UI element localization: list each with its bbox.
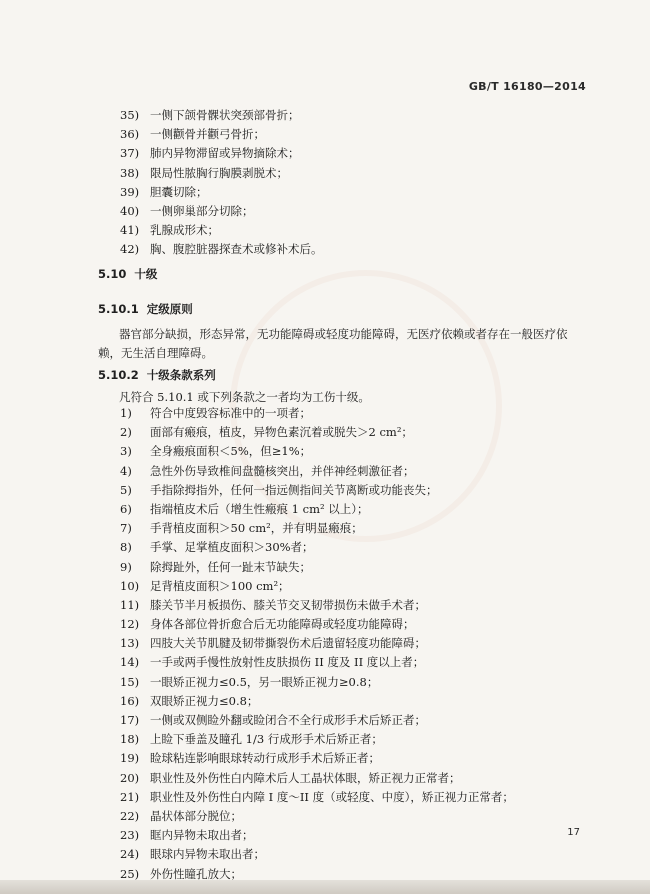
item-number: 10) xyxy=(120,578,140,593)
grading-principle-paragraph: 器官部分缺损，形态异常，无功能障碍或轻度功能障碍，无医疗依赖或者存在一般医疗依赖，无生活自理障碍。 xyxy=(98,327,568,360)
item-number: 38) xyxy=(120,165,140,180)
item-text: 肺内异物滞留或异物摘除术； xyxy=(150,146,300,161)
item-text: 职业性及外伤性白内障 I 度～II 度（或轻度、中度），矫正视力正常者； xyxy=(150,789,514,804)
list-item xyxy=(120,164,323,183)
item-text: 手背植皮面积＞50 cm²，并有明显瘢痕； xyxy=(150,521,363,536)
item-number: 5) xyxy=(120,482,132,497)
item-text: 手指除拇指外，任何一指远侧指间关节离断或功能丧失； xyxy=(150,482,438,497)
item-number: 13) xyxy=(120,636,140,651)
list-item xyxy=(120,404,514,423)
list-item xyxy=(120,749,514,768)
item-number: 18) xyxy=(120,732,140,747)
page-number: 17 xyxy=(567,827,580,838)
list-item xyxy=(120,711,514,730)
list-item xyxy=(120,807,514,826)
item-text: 双眼矫正视力≤0.8； xyxy=(150,693,259,708)
list-item xyxy=(120,538,514,557)
item-text: 符合中度毁容标准中的一项者； xyxy=(150,406,311,420)
list-item xyxy=(120,240,323,259)
item-text: 手掌、足掌植皮面积＞30%者； xyxy=(150,540,314,555)
list-item xyxy=(120,615,514,634)
section-title: 十级条款系列 xyxy=(146,368,216,382)
item-number: 16) xyxy=(120,693,140,708)
item-text: 面部有瘢痕，植皮，异物色素沉着或脱失＞2 cm²； xyxy=(150,425,413,440)
item-number: 25) xyxy=(120,866,140,881)
item-number: 42) xyxy=(120,242,140,257)
item-number: 37) xyxy=(120,146,140,161)
item-text: 急性外伤导致椎间盘髓核突出，并伴神经刺激征者； xyxy=(150,463,415,478)
list-item xyxy=(120,202,323,221)
item-text: 睑球粘连影响眼球转动行成形手术后矫正者； xyxy=(150,751,380,766)
item-text: 晶状体部分脱位； xyxy=(150,808,242,823)
list-item xyxy=(120,500,514,519)
item-text: 限局性脓胸行胸膜剥脱术； xyxy=(150,165,288,180)
item-text: 职业性及外伤性白内障术后人工晶状体眼，矫正视力正常者； xyxy=(150,770,461,785)
item-number: 12) xyxy=(120,617,140,632)
item-text: 一手或两手慢性放射性皮肤损伤 II 度及 II 度以上者； xyxy=(150,655,425,670)
item-text: 一侧下颌骨髁状突颈部骨折； xyxy=(150,108,300,122)
item-text: 全身瘢痕面积＜5%，但≥1%； xyxy=(150,444,312,459)
list-item xyxy=(120,442,514,461)
section-title: 十级 xyxy=(134,267,158,281)
item-number: 36) xyxy=(120,127,140,142)
item-text: 指端植皮术后（增生性瘢痕 1 cm² 以上）； xyxy=(150,501,369,516)
item-text: 除拇趾外，任何一趾末节缺失； xyxy=(150,559,311,574)
item-text: 胆囊切除； xyxy=(150,184,208,199)
item-number: 23) xyxy=(120,828,140,843)
item-number: 1) xyxy=(120,406,132,420)
item-text: 外伤性瞳孔放大； xyxy=(150,866,242,881)
item-number: 24) xyxy=(120,847,140,862)
section-title: 定级原则 xyxy=(146,302,193,316)
item-text: 上睑下垂盖及瞳孔 1/3 行成形手术后矫正者； xyxy=(150,732,383,747)
item-number: 35) xyxy=(120,108,140,122)
item-number: 41) xyxy=(120,223,140,238)
item-number: 39) xyxy=(120,184,140,199)
section-number: 5.10.1 xyxy=(98,302,139,316)
section-number: 5.10.2 xyxy=(98,368,139,382)
list-item xyxy=(120,423,514,442)
list-item xyxy=(120,692,514,711)
scan-bottom-edge xyxy=(0,880,650,894)
item-number: 3) xyxy=(120,444,132,459)
item-text: 身体各部位骨折愈合后无功能障碍或轻度功能障碍； xyxy=(150,617,415,632)
item-text: 足背植皮面积＞100 cm²； xyxy=(150,578,290,593)
item-text: 乳腺成形术； xyxy=(150,223,219,238)
list-item xyxy=(120,125,323,144)
section-heading-5-10-1 xyxy=(98,301,193,317)
list-item xyxy=(120,577,514,596)
list-item xyxy=(120,519,514,538)
item-text: 一侧颧骨并颧弓骨折； xyxy=(150,127,265,142)
list-item xyxy=(120,788,514,807)
item-number: 22) xyxy=(120,808,140,823)
item-text: 四肢大关节肌腱及韧带撕裂伤术后遗留轻度功能障碍； xyxy=(150,636,426,651)
list-item xyxy=(120,462,514,481)
item-number: 19) xyxy=(120,751,140,766)
item-number: 17) xyxy=(120,713,140,727)
item-number: 14) xyxy=(120,655,140,670)
list-item xyxy=(120,558,514,577)
item-number: 21) xyxy=(120,789,140,804)
list-item xyxy=(120,673,514,692)
list-item xyxy=(120,596,514,615)
item-number: 15) xyxy=(120,674,140,689)
list-item xyxy=(120,183,323,202)
list-item xyxy=(120,653,514,672)
item-number: 7) xyxy=(120,521,132,536)
item-number: 40) xyxy=(120,203,140,218)
item-number: 9) xyxy=(120,559,132,574)
item-number: 8) xyxy=(120,540,132,555)
list-item xyxy=(120,769,514,788)
list-item xyxy=(120,730,514,749)
item-number: 2) xyxy=(120,425,132,440)
list-item xyxy=(120,845,514,864)
list-item xyxy=(120,106,323,125)
item-text: 一侧或双侧睑外翻或睑闭合不全行成形手术后矫正者； xyxy=(150,713,426,727)
item-text: 一眼矫正视力≤0.5，另一眼矫正视力≥0.8； xyxy=(150,674,379,689)
intro-paragraph: 凡符合 5.10.1 或下列条款之一者均为工伤十级。 xyxy=(119,390,370,404)
item-number: 6) xyxy=(120,501,132,516)
list-item xyxy=(120,826,514,845)
list-item xyxy=(120,221,323,240)
item-number: 4) xyxy=(120,463,132,478)
item-number: 20) xyxy=(120,770,140,785)
grade-ten-item-list xyxy=(120,404,514,884)
item-list-continued xyxy=(120,106,323,260)
item-text: 膝关节半月板损伤、膝关节交叉韧带损伤未做手术者； xyxy=(150,597,426,612)
item-text: 胸、腹腔脏器探查术或修补术后。 xyxy=(150,242,323,257)
list-item xyxy=(120,144,323,163)
item-text: 眶内异物未取出者； xyxy=(150,828,254,843)
section-heading-5-10 xyxy=(98,266,157,282)
item-text: 眼球内异物未取出者； xyxy=(150,847,265,862)
section-number: 5.10 xyxy=(98,267,127,281)
item-number: 11) xyxy=(120,597,140,612)
list-item xyxy=(120,481,514,500)
standard-code: GB/T 16180—2014 xyxy=(468,80,586,93)
section-heading-5-10-2 xyxy=(98,367,216,383)
list-item xyxy=(120,634,514,653)
item-text: 一侧卵巢部分切除； xyxy=(150,203,254,218)
